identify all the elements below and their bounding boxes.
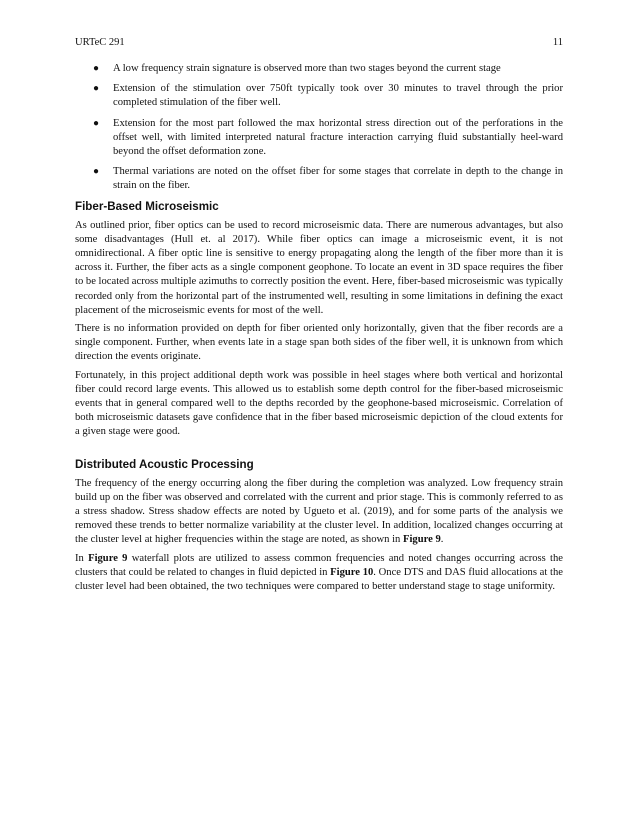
figure-reference: Figure 10 — [330, 566, 374, 578]
bullet-item: ● Extension for the most part followed the max horizontal stress direction out of the perforations in the offset well, with limited interpreted natural fracture interaction carrying fluid substantially heel-ward beyond the offset deformation zone. — [93, 117, 563, 158]
paragraph: In Figure 9 waterfall plots are utilized to assess common frequencies and noted changes occurring across the clusters that could be related to changes in fluid depicted in Figure 10. Once DTS and DAS fluid allocations at the cluster level had been obtained, the two techniques were compared to better understand stage to stage uniformity. — [75, 552, 563, 593]
paragraph: There is no information provided on depth for fiber oriented only horizontally, given that the fiber records are a single component. Further, when events late in a stage span both sides of the fiber well, it is unknown from which direction the events originate. — [75, 323, 563, 363]
figure-reference: Figure 9 — [403, 534, 441, 546]
section-heading-das-processing: Distributed Acoustic Processing — [75, 457, 254, 471]
paragraph: Fortunately, in this project additional depth work was possible in heel stages where both vertical and horizontal fiber could record large events. This allowed us to establish some depth control for the fiber-based microseismic events that in general compared well to the depths recorded by the geophone-based microseismic. Correlation of both microseismic datasets gave confidence that in the fiber based microseismic depiction of the cloud extents for a given stage were good. — [75, 369, 563, 438]
bullet-icon: ● — [93, 117, 100, 129]
page — [75, 36, 563, 598]
bullet-icon: ● — [93, 83, 100, 95]
page-header — [75, 36, 563, 50]
bullet-item: ● Thermal variations are noted on the offset fiber for some stages that correlate in depth to the change in strain on the fiber. — [93, 166, 563, 192]
figure-reference: Figure 9 — [88, 552, 128, 564]
section-heading-fiber-microseismic: Fiber-Based Microseismic — [75, 199, 219, 213]
bullet-list — [75, 62, 563, 194]
bullet-icon: ● — [93, 166, 100, 178]
bullet-item: ● Extension of the stimulation over 750ft typically took over 30 minutes to travel through the prior completed stimulation of the fiber well. — [93, 83, 563, 109]
page-number: 11 — [552, 37, 563, 48]
paper-id: URTeC 291 — [75, 37, 125, 48]
bullet-icon: ● — [93, 63, 100, 74]
bullet-item: ● A low frequency strain signature is observed more than two stages beyond the current stage — [75, 62, 563, 76]
paragraph: The frequency of the energy occurring along the fiber during the completion was analyzed. Low frequency strain build up on the fiber was observed and correlated with the current and prior stage. This is commonly referred to as a stress shadow. Stress shadow effects are noted by Ugueto et al. (2019), and for some parts of the analysis we removed these trends to better normalize variability at the cluster level. In addition, localized changes occurring at the cluster level at higher frequencies within the stage are noted, as shown in Figure 9. — [75, 477, 563, 546]
paragraph: As outlined prior, fiber optics can be used to record microseismic data. There are numerous advantages, but also some disadvantages (Hull et. al 2017). While fiber optics can image a microseismic event, it is not omnidirectional. A fiber optic line is sensitive to energy propagating along the length of the fiber more than it is across it. Further, the fiber acts as a single component geophone. To locate an event in 3D space requires the fiber to be located across multiple azimuths to correctly position the event. Here, fiber-based microseismic was typically recorded only from the horizontal part of the instrumented well, resulting in some limitations in defining the exact placement of the microseismic events for most of the well. — [75, 219, 563, 316]
